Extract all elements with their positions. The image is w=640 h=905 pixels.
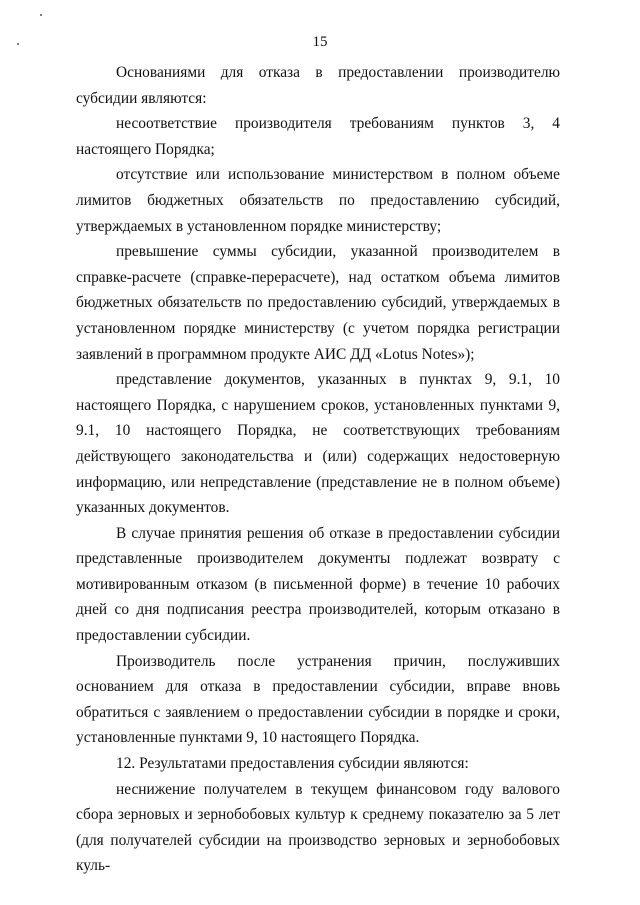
paragraph-documents-violation: представление документов, указанных в пунктах 9, 9.1, 10 настоящего Порядка, с нарушением сроков, установленных пунктами 9, 9.1, 10 настоящего Порядка, не соответствующих требованиям действующего законодательства и (или) содержащих недостоверную информацию, или непредставление (представление не в полном объеме) указанных документов. (76, 371, 560, 517)
paragraph-results-heading: 12. Результатами предоставления субсидии являются: (116, 755, 469, 773)
paragraph-noncompliance: несоответствие производителя требованиям пунктов 3, 4 настоящего Порядка; (76, 115, 560, 158)
paragraph-results-grain: неснижение получателем в текущем финансовом году валового сбора зерновых и зернобобовых культур к среднему показателю за 5 лет (для получателей субсидии на производство зерновых и зернобобовых куль- (76, 780, 560, 875)
paragraph-reapplication: Производитель после устранения причин, послуживших основанием для отказа в предоставлении субсидии, вправе вновь обратиться с заявлением о предоставлении субсидии в порядке и сроки, установленные пунктами 9, 10 настоящего Порядка. (76, 652, 560, 747)
page-number: 15 (312, 34, 328, 50)
paragraph-grounds-for-refusal: Основаниями для отказа в предоставлении производителю субсидии являются: (76, 64, 560, 107)
paragraph-budget-limits: отсутствие или использование министерством в полном объеме лимитов бюджетных обязательств по предоставлению субсидий, утверждаемых в установленном порядке министерству; (76, 166, 560, 235)
paragraph-excess-amount: превышение суммы субсидии, указанной производителем в справке-расчете (справке-перерасчете), над остатком объема лимитов бюджетных обязательств по предоставлению субсидий, утверждаемых в установленном порядке министерству (с учетом порядка регистрации заявлений в программном продукте АИС ДД «Lotus Notes»); (76, 243, 560, 363)
scan-speck (40, 14, 42, 16)
paragraph-refusal-return: В случае принятия решения об отказе в предоставлении субсидии представленные производителем документы подлежат возврату с мотивированным отказом (в письменной форме) в течение 10 рабочих дней со дня подписания реестра производителей, которым отказано в предоставлении субсидии. (76, 524, 560, 645)
document-body (76, 60, 560, 879)
